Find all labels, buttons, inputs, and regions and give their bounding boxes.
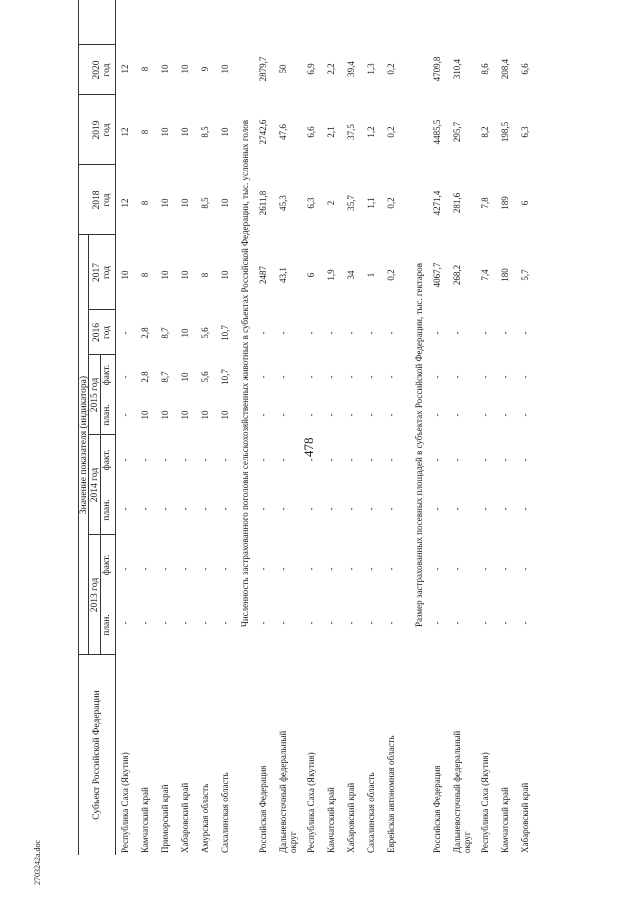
- table-cell: 2: [326, 200, 336, 206]
- table-cell: -: [452, 331, 462, 335]
- row-label: Российская Федерация: [258, 765, 268, 853]
- table-cell: -: [500, 413, 510, 417]
- table-cell: -: [366, 507, 376, 511]
- table-cell: -: [520, 567, 530, 571]
- row-label: Камчатский край: [140, 787, 150, 853]
- table-cell: -: [366, 331, 376, 335]
- table-cell: -: [140, 621, 150, 625]
- table-cell: -: [480, 567, 490, 571]
- year-label: 2017: [92, 263, 102, 282]
- table-cell: 5,6: [200, 327, 210, 339]
- table-cell: -: [386, 507, 396, 511]
- table-cell: -: [140, 458, 150, 462]
- table-cell: -: [432, 375, 442, 379]
- table-cell: -: [480, 507, 490, 511]
- table-cell: -: [306, 458, 316, 462]
- table-cell: -: [200, 621, 210, 625]
- table-cell: 6,3: [520, 126, 530, 138]
- table-cell: -: [200, 507, 210, 511]
- column-header-fact: факт.: [102, 449, 112, 471]
- table-cell: -: [306, 413, 316, 417]
- table-cell: -: [326, 413, 336, 417]
- table-cell: -: [346, 413, 356, 417]
- table-cell: -: [432, 413, 442, 417]
- table-cell: 10,7: [220, 325, 230, 341]
- table-cell: 1: [366, 272, 376, 278]
- row-label: Камчатский край: [326, 787, 336, 853]
- table-cell: -: [500, 331, 510, 335]
- column-header-plan: план.: [102, 614, 112, 636]
- table-cell: 12: [120, 198, 130, 208]
- table-cell: -: [432, 331, 442, 335]
- table-cell: -: [326, 567, 336, 571]
- table-cell: -: [366, 621, 376, 625]
- table-cell: 10: [220, 127, 230, 137]
- table-cell: -: [452, 375, 462, 379]
- table-cell: 5,6: [200, 371, 210, 383]
- table-cell: 10: [160, 64, 170, 74]
- table-cell: 10: [180, 198, 190, 208]
- table-cell: -: [480, 413, 490, 417]
- page-number: 478: [301, 437, 316, 457]
- table-cell: -: [258, 458, 268, 462]
- table-cell: -: [306, 375, 316, 379]
- table-cell: 2,1: [326, 126, 336, 138]
- table-cell: 8,7: [160, 371, 170, 383]
- table-cell: -: [346, 507, 356, 511]
- table-cell: 1,2: [366, 126, 376, 138]
- table-cell: 10: [160, 270, 170, 280]
- column-header-plan: план.: [102, 404, 112, 426]
- table-cell: -: [120, 413, 130, 417]
- table-cell: -: [120, 375, 130, 379]
- row-label: Хабаровский край: [520, 782, 530, 853]
- column-header-2020: [92, 45, 112, 95]
- table-cell: -: [120, 507, 130, 511]
- column-header-fact: факт.: [102, 554, 112, 576]
- table-cell: 6: [306, 272, 316, 278]
- table-cell: 310,4: [452, 58, 462, 80]
- table-cell: 39,4: [346, 61, 356, 77]
- table-cell: -: [180, 507, 190, 511]
- table-cell: -: [258, 621, 268, 625]
- table-cell: -: [306, 621, 316, 625]
- table-cell: -: [278, 413, 288, 417]
- table-cell: 6: [520, 200, 530, 206]
- table-cell: -: [120, 621, 130, 625]
- table-cell: 6,3: [306, 197, 316, 209]
- table-cell: 2,8: [140, 371, 150, 383]
- table-cell: -: [386, 621, 396, 625]
- table-cell: 6,6: [520, 63, 530, 75]
- table-cell: -: [386, 413, 396, 417]
- table-cell: -: [432, 458, 442, 462]
- table-cell: -: [500, 375, 510, 379]
- table-cell: 8,7: [160, 327, 170, 339]
- table-cell: 295,7: [452, 121, 462, 143]
- column-header-2017: [92, 235, 112, 310]
- column-header-2015: 2015 год: [90, 377, 100, 413]
- table-cell: 10: [220, 198, 230, 208]
- table-cell: 8: [140, 200, 150, 206]
- table-cell: -: [120, 458, 130, 462]
- table-cell: 180: [500, 268, 510, 282]
- table-cell: 0,2: [386, 269, 396, 281]
- table-cell: 10: [180, 64, 190, 74]
- table-cell: -: [452, 458, 462, 462]
- table-cell: -: [220, 507, 230, 511]
- year-label: 2016: [92, 323, 102, 342]
- column-header-2018: [92, 165, 112, 235]
- rotated-table: [40, 0, 640, 855]
- table-cell: -: [220, 621, 230, 625]
- year-label: 2020: [92, 60, 102, 80]
- table-cell: -: [160, 507, 170, 511]
- table-cell: 8: [140, 129, 150, 135]
- table-cell: 10: [200, 410, 210, 420]
- table-cell: -: [432, 567, 442, 571]
- table-cell: 7,4: [480, 269, 490, 281]
- table-cell: 10: [160, 127, 170, 137]
- table-cell: -: [500, 507, 510, 511]
- table-cell: -: [180, 621, 190, 625]
- table-cell: 4485,5: [432, 119, 442, 145]
- row-label: Камчатский край: [500, 787, 510, 853]
- table-cell: -: [452, 413, 462, 417]
- row-label: Республика Саха (Якутия): [120, 752, 130, 853]
- table-cell: 8: [200, 272, 210, 278]
- row-label: Сахалинская область: [366, 772, 376, 853]
- table-cell: 43,1: [278, 267, 288, 283]
- row-label: Хабаровский край: [180, 782, 190, 853]
- column-header-fact: факт.: [102, 364, 112, 386]
- table-cell: -: [432, 507, 442, 511]
- table-cell: -: [346, 458, 356, 462]
- table-cell: -: [326, 507, 336, 511]
- table-cell: -: [452, 507, 462, 511]
- table-cell: -: [480, 375, 490, 379]
- table-cell: 8,6: [480, 63, 490, 75]
- table-cell: 9: [200, 66, 210, 72]
- year-unit: год: [102, 193, 112, 207]
- table-cell: 2,8: [140, 327, 150, 339]
- table-cell: 4709,8: [432, 56, 442, 82]
- table-cell: -: [346, 331, 356, 335]
- table-cell: -: [278, 375, 288, 379]
- column-header-indicator-group: Значение показателя (индикатора): [79, 375, 89, 515]
- table-cell: -: [346, 375, 356, 379]
- table-cell: 10: [120, 270, 130, 280]
- table-cell: 4067,7: [432, 262, 442, 288]
- table-cell: 189: [500, 196, 510, 210]
- table-cell: 208,4: [500, 58, 510, 80]
- year-unit: год: [102, 123, 112, 137]
- footer-document-id: 2703242a.doc: [33, 839, 42, 885]
- table-cell: -: [200, 567, 210, 571]
- year-label: 2018: [92, 190, 102, 210]
- table-cell: 35,7: [346, 195, 356, 211]
- table-cell: -: [386, 567, 396, 571]
- table-cell: 10: [160, 410, 170, 420]
- table-cell: -: [452, 621, 462, 625]
- table-cell: -: [346, 567, 356, 571]
- table-cell: 45,3: [278, 195, 288, 211]
- table-cell: -: [520, 375, 530, 379]
- table-cell: -: [220, 567, 230, 571]
- table-cell: 10: [180, 328, 190, 338]
- table-cell: -: [278, 331, 288, 335]
- table-cell: 10: [160, 198, 170, 208]
- table-cell: 10: [180, 127, 190, 137]
- table-cell: 2879,7: [258, 56, 268, 82]
- table-cell: -: [366, 567, 376, 571]
- table-cell: 281,6: [452, 192, 462, 214]
- column-header-plan: план.: [102, 499, 112, 521]
- table-cell: -: [140, 507, 150, 511]
- table-cell: 5,7: [520, 269, 530, 281]
- row-label: Еврейская автономная область: [386, 735, 396, 853]
- table-cell: 2,2: [326, 63, 336, 75]
- table-cell: -: [386, 458, 396, 462]
- year-unit: год: [102, 63, 112, 77]
- year-unit: год: [102, 266, 112, 279]
- table-cell: -: [500, 621, 510, 625]
- table-cell: -: [160, 567, 170, 571]
- table-cell: -: [480, 458, 490, 462]
- table-cell: 10,7: [220, 369, 230, 385]
- table-cell: 8,2: [480, 126, 490, 138]
- table-cell: -: [180, 567, 190, 571]
- table-cell: -: [180, 458, 190, 462]
- section-title: Численность застрахованного поголовья сельскохозяйственных животных в субъектах Российской Федерации, тыс. условных голов: [240, 120, 250, 627]
- table-cell: -: [452, 567, 462, 571]
- column-header-2016: [92, 310, 112, 355]
- table-cell: 12: [120, 64, 130, 74]
- table-cell: -: [306, 567, 316, 571]
- table-cell: -: [326, 331, 336, 335]
- table-cell: -: [520, 458, 530, 462]
- table-cell: 10: [180, 270, 190, 280]
- table-cell: -: [278, 458, 288, 462]
- header-rule-bottom: [115, 0, 116, 855]
- table-cell: 10: [220, 64, 230, 74]
- table-cell: 10: [140, 410, 150, 420]
- section-title: Размер застрахованных посевных площадей в субъектах Российской Федерации, тыс. гектаров: [414, 262, 424, 627]
- row-label: Республика Саха (Якутия): [306, 752, 316, 853]
- year-unit: год: [102, 326, 112, 339]
- table-cell: -: [432, 621, 442, 625]
- row-label: Республика Саха (Якутия): [480, 752, 490, 853]
- table-cell: -: [258, 331, 268, 335]
- table-cell: -: [200, 458, 210, 462]
- row-label: Сахалинская область: [220, 772, 230, 853]
- table-cell: 50: [278, 64, 288, 74]
- table-cell: 0,2: [386, 63, 396, 75]
- table-cell: 10: [220, 270, 230, 280]
- table-cell: -: [258, 567, 268, 571]
- table-cell: -: [500, 458, 510, 462]
- table-cell: -: [520, 331, 530, 335]
- table-cell: -: [306, 331, 316, 335]
- table-cell: 37,5: [346, 124, 356, 140]
- table-cell: -: [366, 375, 376, 379]
- table-cell: -: [500, 567, 510, 571]
- table-cell: -: [220, 458, 230, 462]
- table-cell: -: [306, 507, 316, 511]
- table-cell: 7,8: [480, 197, 490, 209]
- table-cell: -: [326, 375, 336, 379]
- table-cell: 8,5: [200, 197, 210, 209]
- column-header-2014: 2014 год: [90, 467, 100, 503]
- table-cell: 6,6: [306, 126, 316, 138]
- table-cell: -: [520, 507, 530, 511]
- table-cell: -: [326, 458, 336, 462]
- table-cell: -: [120, 331, 130, 335]
- table-cell: 10: [180, 410, 190, 420]
- table-cell: -: [160, 458, 170, 462]
- table-cell: 268,2: [452, 264, 462, 286]
- table-cell: -: [326, 621, 336, 625]
- row-label: Приморский край: [160, 784, 170, 853]
- table-cell: -: [366, 458, 376, 462]
- table-cell: 2742,6: [258, 119, 268, 145]
- table-cell: 0,2: [386, 126, 396, 138]
- header-rule-sub: [100, 355, 101, 655]
- table-cell: -: [160, 621, 170, 625]
- table-cell: 10: [220, 410, 230, 420]
- table-cell: -: [278, 507, 288, 511]
- table-cell: -: [346, 621, 356, 625]
- row-label: Амурская область: [200, 783, 210, 853]
- table-cell: -: [520, 621, 530, 625]
- table-cell: 10: [180, 372, 190, 382]
- table-cell: -: [366, 413, 376, 417]
- table-cell: 1,3: [366, 63, 376, 75]
- table-cell: -: [120, 567, 130, 571]
- table-cell: -: [480, 331, 490, 335]
- row-label: округ: [288, 831, 298, 853]
- table-cell: 12: [120, 127, 130, 137]
- table-cell: 8: [140, 272, 150, 278]
- table-cell: 198,5: [500, 121, 510, 143]
- column-header-2013: 2013 год: [90, 577, 100, 613]
- row-label: Российская Федерация: [432, 765, 442, 853]
- table-cell: -: [386, 375, 396, 379]
- table-cell: 1,9: [326, 269, 336, 281]
- table-cell: 34: [346, 270, 356, 280]
- table-cell: -: [278, 621, 288, 625]
- table-cell: 47,6: [278, 124, 288, 140]
- column-header-subject: Субъект Российской Федерации: [92, 690, 102, 820]
- table-cell: 2611,8: [258, 190, 268, 216]
- table-cell: 2487: [258, 266, 268, 284]
- row-label: Хабаровский край: [346, 782, 356, 853]
- row-label: Дальневосточный федеральный: [278, 730, 288, 853]
- table-cell: 6,9: [306, 63, 316, 75]
- table-cell: -: [480, 621, 490, 625]
- table-cell: -: [258, 375, 268, 379]
- table-cell: -: [258, 507, 268, 511]
- row-label: округ: [462, 831, 472, 853]
- row-label: Дальневосточный федеральный: [452, 730, 462, 853]
- year-label: 2019: [92, 120, 102, 140]
- table-cell: -: [520, 413, 530, 417]
- table-cell: -: [140, 567, 150, 571]
- column-header-2019: [92, 95, 112, 165]
- table-cell: 8: [140, 66, 150, 72]
- table-cell: 1,1: [366, 197, 376, 209]
- table-cell: 0,2: [386, 197, 396, 209]
- table-cell: 8,5: [200, 126, 210, 138]
- table-cell: -: [258, 413, 268, 417]
- table-cell: 4271,4: [432, 190, 442, 216]
- table-cell: -: [278, 567, 288, 571]
- table-cell: -: [386, 331, 396, 335]
